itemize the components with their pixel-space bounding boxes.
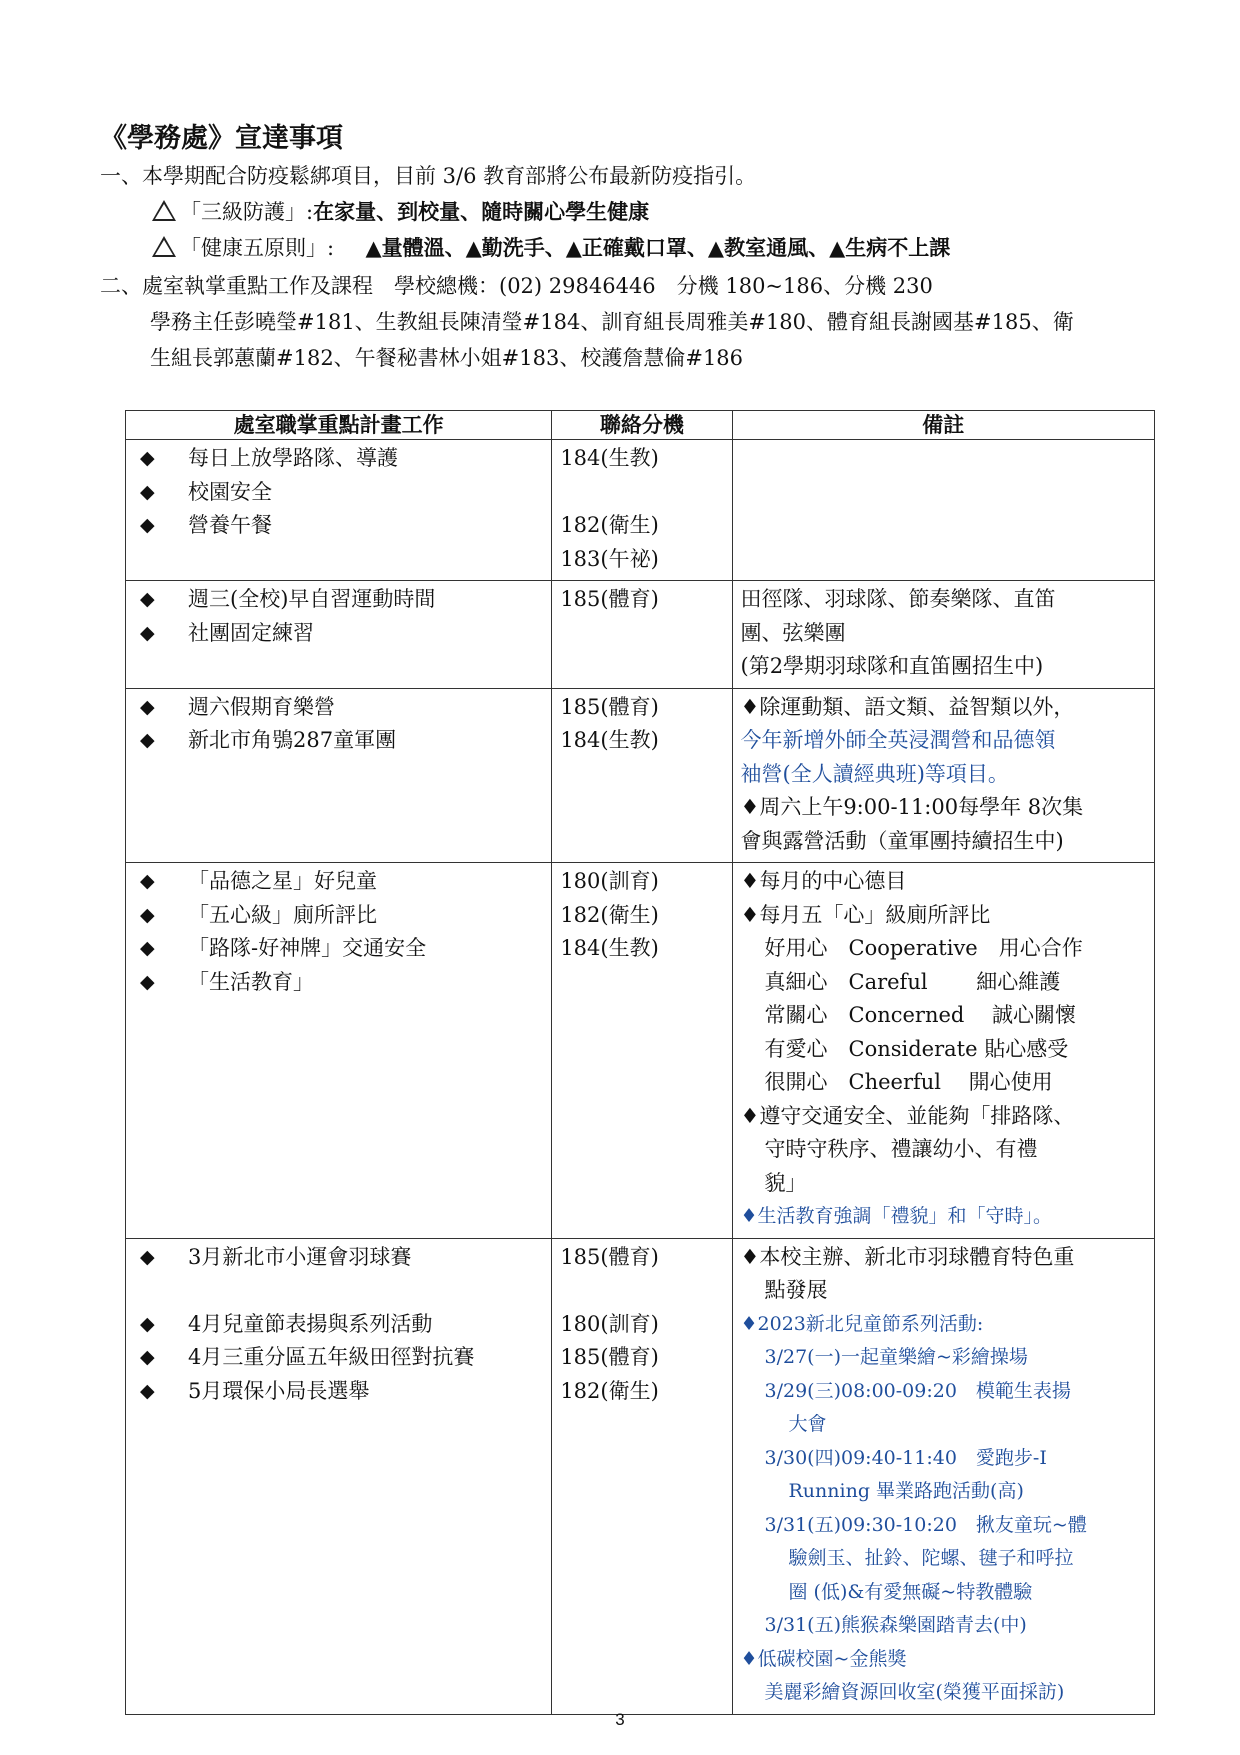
note-line: 圈 (低)&有愛無礙~特教體驗 bbox=[788, 1580, 1033, 1603]
duty-cell bbox=[126, 863, 552, 1239]
extension: 180(訓育) bbox=[560, 1311, 659, 1336]
diamond-bullet-icon: ◆ bbox=[140, 1346, 155, 1368]
principle-item: 教室通風、 bbox=[724, 236, 830, 260]
extension: 182(衛生) bbox=[560, 513, 659, 537]
header-duty: 處室職掌重點計畫工作 bbox=[126, 411, 552, 440]
diamond-bullet-icon: ◆ bbox=[140, 447, 155, 469]
table-row bbox=[126, 688, 1155, 863]
duty-item: 3月新北市小運會羽球賽 bbox=[188, 1244, 412, 1269]
notes-cell bbox=[732, 688, 1155, 863]
note-line: 3/29(三)08:00-09:20 模範生表揚 bbox=[764, 1379, 1071, 1402]
page-number: 3 bbox=[615, 1710, 625, 1729]
diamond-bullet-icon: ◆ bbox=[140, 514, 155, 536]
triangle-icon: ▲ bbox=[365, 236, 382, 260]
health-principles-line bbox=[152, 232, 950, 262]
duty-item: 新北市角鴞287童軍團 bbox=[188, 728, 397, 752]
duty-cell bbox=[126, 688, 552, 863]
duty-cell bbox=[126, 581, 552, 689]
note-line: 今年新增外師全英浸潤營和品德領 bbox=[740, 728, 1056, 752]
extension: 185(體育) bbox=[560, 587, 659, 611]
diamond-bullet-icon: ◆ bbox=[140, 1312, 155, 1335]
notes-cell bbox=[732, 581, 1155, 689]
diamond-bullet-icon: ◆ bbox=[140, 480, 155, 503]
note-line: ♦2023新北兒童節系列活動: bbox=[740, 1312, 984, 1335]
duty-item: 週三(全校)早自習運動時間 bbox=[188, 587, 436, 611]
section1-intro: 一、本學期配合防疫鬆綁項目，目前 3/6 教育部將公布最新防疫指引。 bbox=[100, 164, 757, 188]
diamond-bullet-icon: ◆ bbox=[140, 903, 155, 926]
note-line: ♦除運動類、語文類、益智類以外， bbox=[740, 694, 1075, 719]
extension: 180(訓育) bbox=[560, 869, 659, 893]
note-line: 3/31(五)熊猴森樂園踏青去(中) bbox=[764, 1614, 1027, 1636]
note-line: 真細心 Careful 細心維護 bbox=[764, 969, 1061, 994]
note-line: 3/30(四)09:40-11:40 愛跑步-I bbox=[764, 1446, 1047, 1469]
extension-cell bbox=[552, 440, 732, 581]
note-line: ♦本校主辦、新北市羽球體育特色重 bbox=[740, 1244, 1075, 1269]
duty-item: 週六假期育樂營 bbox=[188, 694, 335, 719]
section2-intro: 二、處室執掌重點工作及課程 學校總機：(02) 29846446 分機 180~186、分機 230 bbox=[100, 274, 933, 298]
staff-line-2: 生組長郭蕙蘭#182、午餐秘書林小姐#183、校護詹慧倫#186 bbox=[150, 346, 744, 370]
note-line: ♦低碳校園~金熊獎 bbox=[740, 1647, 907, 1670]
diamond-bullet-icon: ◆ bbox=[140, 1379, 155, 1402]
duty-cell bbox=[126, 440, 552, 581]
duty-item: 4月兒童節表揚與系列活動 bbox=[188, 1311, 433, 1336]
note-line: 常關心 Concerned 誠心關懷 bbox=[764, 1003, 1077, 1027]
extension: 184(生教) bbox=[560, 728, 659, 752]
duty-item: 5月環保小局長選舉 bbox=[188, 1378, 370, 1403]
diamond-bullet-icon: ◆ bbox=[140, 729, 155, 751]
note-line: 好用心 Cooperative 用心合作 bbox=[764, 936, 1083, 960]
extension: 185(體育) bbox=[560, 1244, 659, 1269]
notes-cell bbox=[732, 440, 1155, 581]
note-line: 點發展 bbox=[764, 1278, 828, 1302]
warning-triangle-icon bbox=[152, 236, 176, 257]
header-extension: 聯絡分機 bbox=[552, 411, 732, 440]
note-line: 會與露營活動（童軍團持續招生中) bbox=[740, 828, 1064, 853]
principle-item: 正確戴口罩、 bbox=[581, 236, 708, 260]
note-line: 袖營(全人讀經典班)等項目。 bbox=[740, 761, 1009, 786]
duty-item: 每日上放學路隊、導護 bbox=[188, 446, 398, 470]
notes-cell bbox=[732, 863, 1155, 1239]
triangle-icon: ▲ bbox=[565, 236, 582, 260]
extension: 183(午祕) bbox=[560, 546, 659, 571]
note-line: ♦每月五「心」級廁所評比 bbox=[740, 902, 991, 927]
note-line: Running 畢業路跑活動(高) bbox=[788, 1480, 1024, 1502]
note-line: ♦周六上午9:00-11:00每學年 8次集 bbox=[740, 795, 1084, 819]
diamond-bullet-icon: ◆ bbox=[140, 1245, 155, 1268]
extension-cell bbox=[552, 1238, 732, 1714]
three-level-protection-line bbox=[152, 196, 649, 226]
note-line: 田徑隊、羽球隊、節奏樂隊、直笛 bbox=[740, 587, 1056, 611]
duty-item: 社團固定練習 bbox=[188, 620, 314, 645]
table-row bbox=[126, 440, 1155, 581]
principle-item: 勤洗手、 bbox=[481, 236, 566, 260]
note-line: ♦每月的中心德目 bbox=[740, 869, 907, 893]
diamond-bullet-icon: ◆ bbox=[140, 937, 155, 959]
warning-triangle-icon bbox=[152, 200, 176, 221]
duty-table bbox=[125, 410, 1155, 1715]
note-line: 有愛心 Considerate 貼心感受 bbox=[764, 1036, 1069, 1061]
table-row bbox=[126, 581, 1155, 689]
triangle-icon: ▲ bbox=[707, 236, 725, 260]
note-line: 3/27(一)一起童樂繪~彩繪操場 bbox=[764, 1346, 1028, 1368]
note-line: ♦生活教育強調「禮貌」和「守時」。 bbox=[740, 1205, 1053, 1227]
extension: 185(體育) bbox=[560, 694, 659, 719]
note-line: 守時守秩序、禮讓幼小、有禮 bbox=[764, 1137, 1038, 1161]
duty-item: 「品德之星」好兒童 bbox=[188, 869, 377, 893]
extension: 185(體育) bbox=[560, 1345, 659, 1369]
note-line: (第2學期羽球隊和直笛團招生中) bbox=[740, 654, 1044, 678]
notes-cell bbox=[732, 1238, 1155, 1714]
principle-item: 生病不上課 bbox=[845, 236, 951, 260]
extension: 182(衛生) bbox=[560, 1378, 659, 1403]
header-notes: 備註 bbox=[732, 411, 1155, 440]
principle-item: 量體溫、 bbox=[381, 236, 466, 260]
duty-item: 校園安全 bbox=[188, 479, 272, 504]
diamond-bullet-icon: ◆ bbox=[140, 588, 155, 610]
triangle-icon: ▲ bbox=[465, 236, 482, 260]
diamond-bullet-icon: ◆ bbox=[140, 970, 155, 993]
page-title: 《學務處》宣達事項 bbox=[100, 123, 343, 154]
table-row bbox=[126, 1238, 1155, 1714]
note-line: 貌」 bbox=[764, 1170, 807, 1195]
note-line: 團、弦樂團 bbox=[740, 620, 846, 645]
table-row bbox=[126, 863, 1155, 1239]
duty-item: 4月三重分區五年級田徑對抗賽 bbox=[188, 1345, 475, 1369]
extension-cell bbox=[552, 863, 732, 1239]
diamond-bullet-icon: ◆ bbox=[140, 621, 155, 644]
duty-cell bbox=[126, 1238, 552, 1714]
duty-item: 營養午餐 bbox=[188, 513, 272, 537]
extension: 182(衛生) bbox=[560, 902, 659, 927]
duty-item: 「生活教育」 bbox=[188, 969, 314, 994]
extension-cell bbox=[552, 581, 732, 689]
staff-line-1: 學務主任彭曉瑩#181、生教組長陳清瑩#184、訓育組長周雅美#180、體育組長謝國基#185、衛 bbox=[150, 310, 1074, 334]
duty-item: 「路隊-好神牌」交通安全 bbox=[188, 936, 427, 960]
triangle-icon: ▲ bbox=[829, 236, 846, 260]
note-line: 3/31(五)09:30-10:20 揪友童玩~體 bbox=[764, 1513, 1087, 1536]
note-line: 大會 bbox=[788, 1413, 827, 1435]
extension-cell bbox=[552, 688, 732, 863]
three-level-label: 「三級防護」: bbox=[180, 200, 314, 224]
extension: 184(生教) bbox=[560, 446, 659, 470]
diamond-bullet-icon: ◆ bbox=[140, 695, 155, 718]
extension: 184(生教) bbox=[560, 936, 659, 960]
health-principles-label: 「健康五原則」: bbox=[180, 236, 335, 260]
duty-item: 「五心級」廁所評比 bbox=[188, 902, 377, 927]
three-level-detail: 在家量、到校量、隨時關心學生健康 bbox=[313, 200, 650, 224]
note-line: 美麗彩繪資源回收室(榮獲平面採訪) bbox=[764, 1681, 1065, 1703]
diamond-bullet-icon: ◆ bbox=[140, 870, 155, 892]
note-line: 很開心 Cheerful 開心使用 bbox=[764, 1070, 1053, 1094]
note-line: 驗劍玉、扯鈴、陀螺、毽子和呼拉 bbox=[788, 1547, 1074, 1569]
note-line: ♦遵守交通安全、並能夠「排路隊、 bbox=[740, 1103, 1075, 1128]
